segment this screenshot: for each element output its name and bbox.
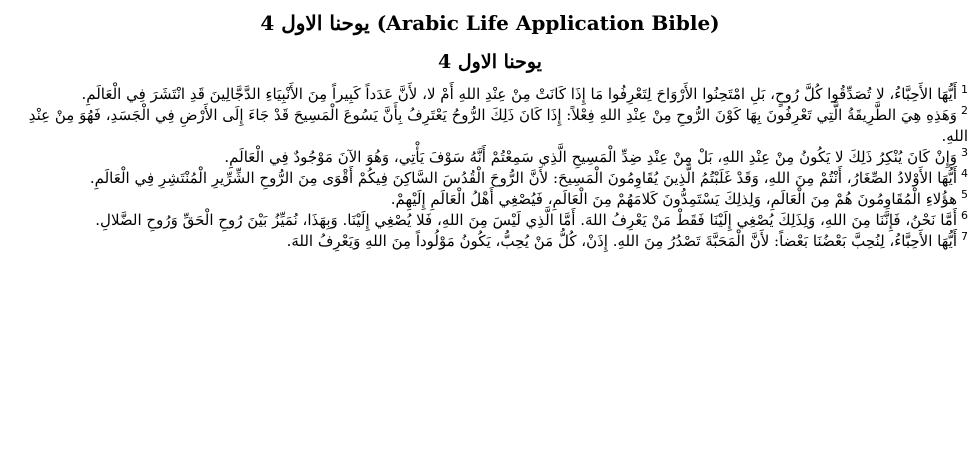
verse-number: 6 <box>961 209 968 222</box>
verse-text: أَمَّا نَحْنُ، فَإِنَّنَا مِنَ اللهِ، وَلِذَلِكَ يُصْغِي إِلَيْنَا فَقَطْ مَنْ يَعْرِفُ اللهَ. أَمَّا الَّذِي لَيْسَ مِنَ اللهِ، فَلا يُصْغِي إِلَيْنَا. وَبِهَذَا، نُمَيِّزُ بَيْنَ رُوحِ الْحَقِّ وَرُوحِ الضَّلالِ. <box>95 211 957 229</box>
verse-1 <box>8 84 968 105</box>
verse-text: هؤُلاءِ الْمُقَاوِمُونَ هُمْ مِنَ الْعَالَمِ، وَلِذلِكَ يَسْتَمِدُّونَ كَلامَهُمْ مِنَ الْعَالَمِ، فَيُصْغِي أَهْلُ الْعَالَمِ إِلَيْهِمْ. <box>390 190 957 208</box>
verse-6 <box>8 210 968 231</box>
document-page <box>0 10 980 457</box>
verse-text: أَيُّهَا الأَحِبَّاءُ، لِنُحِبَّ بَعْضُنَا بَعْضاً: لأَنَّ الْمَحَبَّةَ تَصْدُرُ مِنَ اللهِ. إِذَنْ، كُلُّ مَنْ يُحِبُّ، يَكُونُ مَوْلُوداً مِنَ اللهِ وَيَعْرِفُ اللهَ. <box>286 232 957 250</box>
verse-2 <box>8 105 968 147</box>
verse-4 <box>8 168 968 189</box>
verse-number: 7 <box>961 230 968 243</box>
verse-number: 3 <box>961 146 968 159</box>
verse-number: 1 <box>961 83 968 96</box>
chapter-heading: يوحنا الاول 4 <box>438 51 542 73</box>
verse-text: وَهَذِهِ هِيَ الطَّرِيقَةُ الَّتِي تَعْرِفُونَ بِهَا كَوْنَ الرُّوحِ مِنْ عِنْدِ اللهِ فِعْلاً: إِذَا كَانَ ذَلِكَ الرُّوحُ يَعْتَرِفُ بِأَنَّ يَسُوعَ الْمَسِيحَ قَدْ جَاءَ إِلَى الأَرْضِ فِي الْجَسَدِ، فَهُوَ مِنْ عِنْدِ اللهِ. <box>28 106 968 145</box>
verse-list <box>8 84 972 252</box>
verse-text: أَيُّهَا الأَوْلادُ الصِّغَارُ، أَنْتُمْ مِنَ اللهِ، وَقَدْ غَلَبْتُمُ الَّذِينَ يُقَاوِمُونَ الْمَسِيحَ: لأَنَّ الرُّوحَ الْقُدُسَ السَّاكِنَ فِيكُمْ أَقْوَى مِنَ الرُّوحِ الشِّرِّيرِ الْمُنْتَشِرِ فِي الْعَالَمِ. <box>89 169 957 187</box>
verse-number: 4 <box>961 167 968 180</box>
verse-text: أَيُّهَا الأَحِبَّاءُ، لا تُصَدِّقُوا كُلَّ رُوحٍ، بَلِ امْتَحِنُوا الأَرْوَاحَ لِتَعْرِفُوا مَا إِذَا كَانَتْ مِنْ عِنْدِ اللهِ أَمْ لا، لأَنَّ عَدَداً كَبِيراً مِنَ الأَنْبِيَاءِ الدَّجَّالِينَ قَدِ انْتَشَرَ فِي الْعَالَمِ. <box>81 85 957 103</box>
verse-text: وَإِنْ كَانَ يُنْكِرُ ذَلِكَ لا يَكُونُ مِنْ عِنْدِ اللهِ، بَلْ مِنْ عِنْدِ ضِدِّ الْمَسِيحِ الَّذِي سَمِعْتُمْ أَنَّهُ سَوْفَ يَأْتِي، وَهُوَ الآنَ مَوْجُودٌ فِي الْعَالَمِ. <box>224 148 957 166</box>
verse-number: 5 <box>961 188 968 201</box>
page-title: يوحنا الاول 4 (Arabic Life Application Bible) <box>260 11 720 35</box>
verse-number: 2 <box>961 104 968 117</box>
verse-5 <box>8 189 968 210</box>
verse-3 <box>8 147 968 168</box>
verse-7 <box>8 231 968 252</box>
